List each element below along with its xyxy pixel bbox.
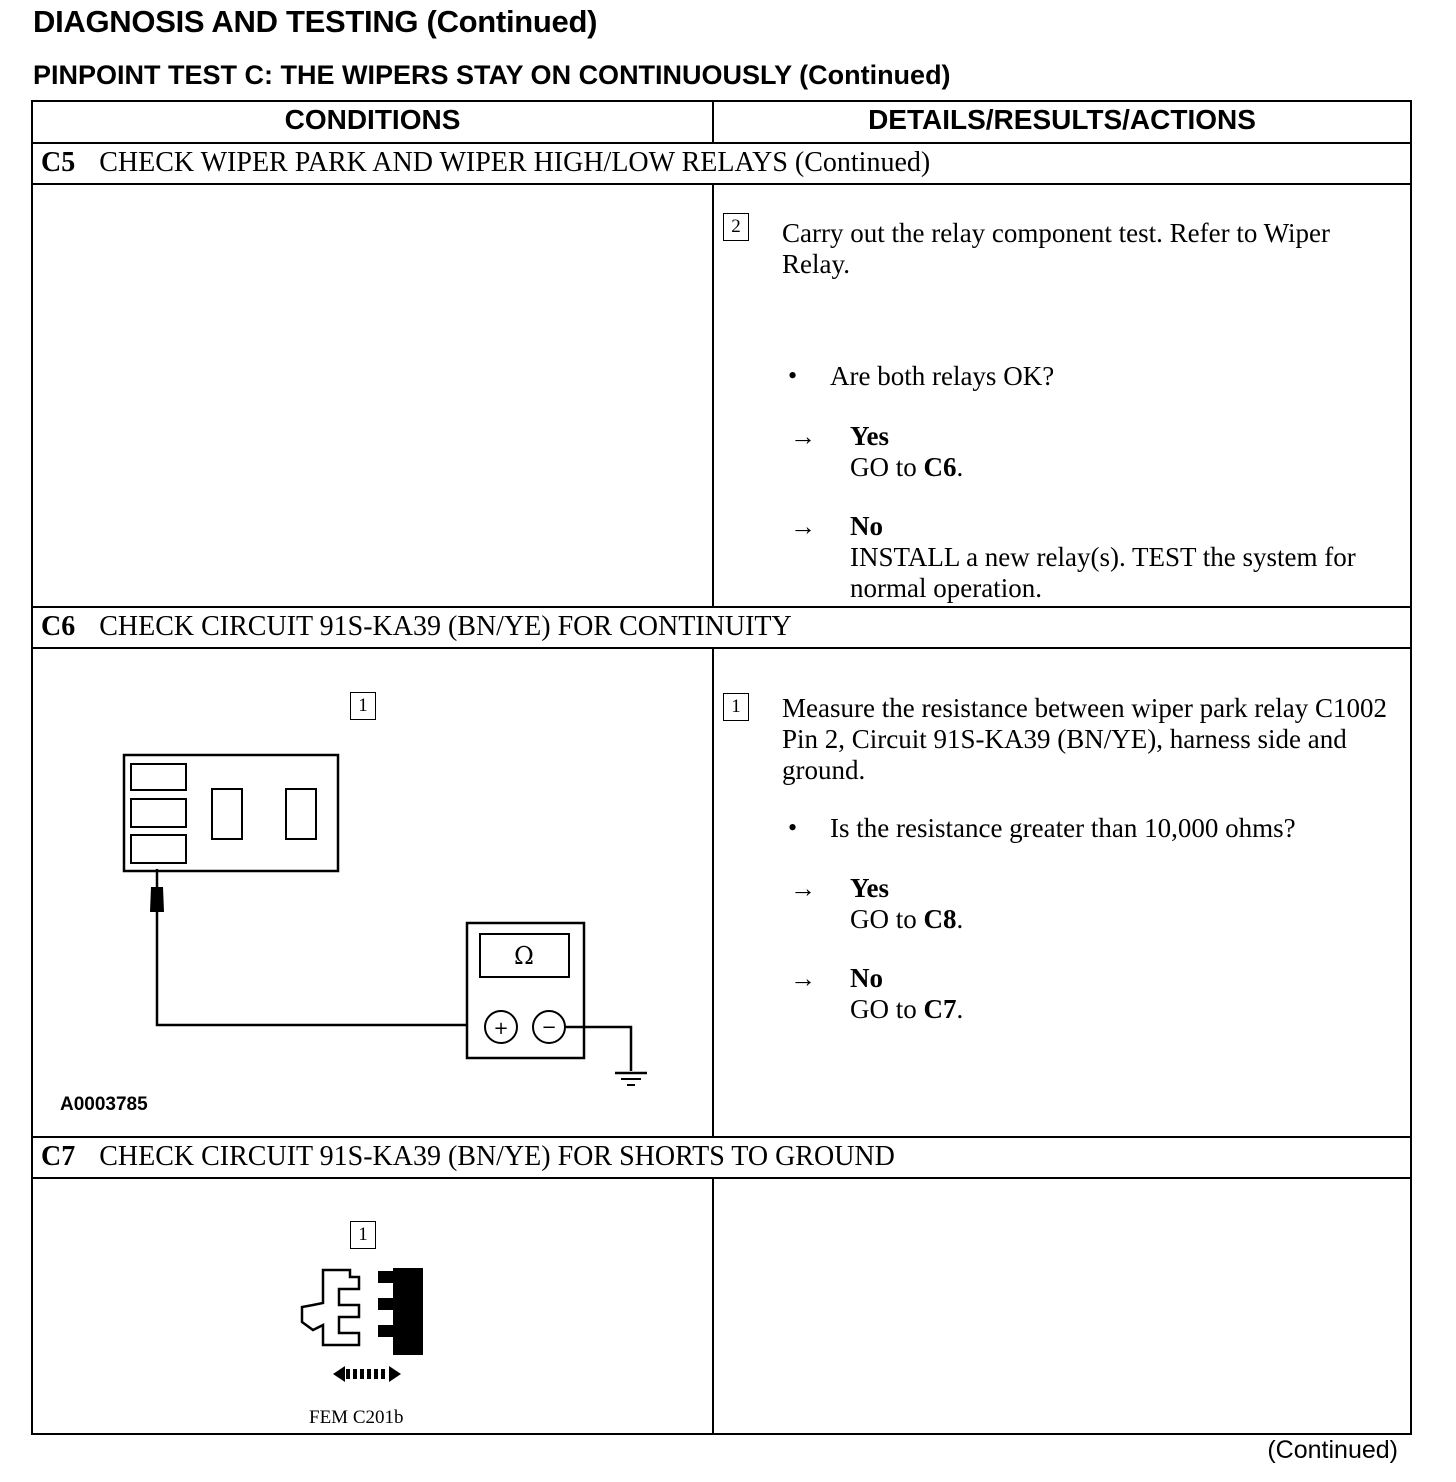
action-number-box: 1 xyxy=(723,693,749,721)
column-header-details: DETAILS/RESULTS/ACTIONS xyxy=(868,104,1256,135)
bullet: • xyxy=(788,813,798,842)
step-header-c7 xyxy=(41,1141,895,1173)
pinpoint-test-table xyxy=(31,100,1412,1435)
bullet: • xyxy=(788,361,798,390)
column-header-conditions: CONDITIONS xyxy=(284,104,461,135)
figure-number-box: 1 xyxy=(350,1221,376,1249)
step-title: CHECK CIRCUIT 91S-KA39 (BN/YE) FOR SHORTS TO GROUND xyxy=(99,1141,895,1172)
test-probe xyxy=(150,887,164,912)
table-rule xyxy=(33,183,1410,185)
column-divider xyxy=(712,647,714,1136)
table-rule xyxy=(33,142,1410,144)
separate-arrows-icon xyxy=(333,1366,401,1382)
result-no xyxy=(850,963,1390,1025)
yes-action: GO to C8. xyxy=(850,904,964,934)
yes-action: GO to C6. xyxy=(850,452,964,482)
step-id: C5 xyxy=(41,147,76,178)
figure-number-box: 1 xyxy=(350,692,376,720)
relay-socket xyxy=(286,789,316,839)
connector-label: FEM C201b xyxy=(309,1407,404,1428)
step-header-c5 xyxy=(41,147,930,179)
step-title: CHECK WIPER PARK AND WIPER HIGH/LOW RELAYS (Continued) xyxy=(99,147,931,178)
no-action: GO to C7. xyxy=(850,994,964,1024)
continued-footer: (Continued) xyxy=(1267,1436,1398,1464)
table-rule xyxy=(33,606,1410,608)
column-divider xyxy=(712,183,714,606)
action-number-box: 2 xyxy=(723,213,749,241)
ground-icon xyxy=(615,1073,647,1085)
minus-sign: − xyxy=(541,1017,557,1038)
female-connector xyxy=(302,1270,359,1345)
no-label: No xyxy=(850,511,883,541)
result-no xyxy=(850,511,1390,604)
yes-label: Yes xyxy=(850,873,889,903)
arrow-icon: → xyxy=(790,422,816,451)
result-yes xyxy=(850,873,1390,935)
connector-disconnect-diagram xyxy=(33,1177,712,1435)
step-id: C7 xyxy=(41,1141,76,1172)
step-header-c6 xyxy=(41,611,792,643)
no-action: INSTALL a new relay(s). TEST the system for normal operation. xyxy=(850,542,1356,603)
question-text: Is the resistance greater than 10,000 ohms? xyxy=(830,813,1296,843)
relay-socket xyxy=(212,789,242,839)
no-label: No xyxy=(850,963,883,993)
step-id: C6 xyxy=(41,611,76,642)
section-title: DIAGNOSIS AND TESTING (Continued) xyxy=(33,4,598,39)
male-connector xyxy=(378,1268,423,1355)
action-text: Carry out the relay component test. Refer to Wiper Relay. xyxy=(782,218,1330,279)
resistance-test-diagram xyxy=(33,647,712,1136)
question-text: Are both relays OK? xyxy=(830,361,1055,391)
result-yes xyxy=(850,421,1390,483)
arrow-icon: → xyxy=(790,874,816,903)
test-lead xyxy=(157,912,485,1025)
pinpoint-test-title: PINPOINT TEST C: THE WIPERS STAY ON CONTINUOUSLY (Continued) xyxy=(33,60,951,90)
relay-socket-pin-2 xyxy=(131,835,186,863)
figure-id: A0003785 xyxy=(60,1094,148,1115)
ohm-symbol: Ω xyxy=(514,942,534,970)
yes-label: Yes xyxy=(850,421,889,451)
plus-sign: + xyxy=(493,1018,509,1039)
action-text: Measure the resistance between wiper park relay C1002 Pin 2, Circuit 91S-KA39 (BN/YE), harness side and ground. xyxy=(782,693,1388,785)
arrow-icon: → xyxy=(790,512,816,541)
arrow-icon: → xyxy=(790,964,816,993)
relay-socket xyxy=(131,799,186,827)
step-title: CHECK CIRCUIT 91S-KA39 (BN/YE) FOR CONTINUITY xyxy=(99,611,792,642)
relay-socket xyxy=(131,764,186,790)
table-rule xyxy=(33,1136,1410,1138)
column-divider xyxy=(712,1177,714,1435)
